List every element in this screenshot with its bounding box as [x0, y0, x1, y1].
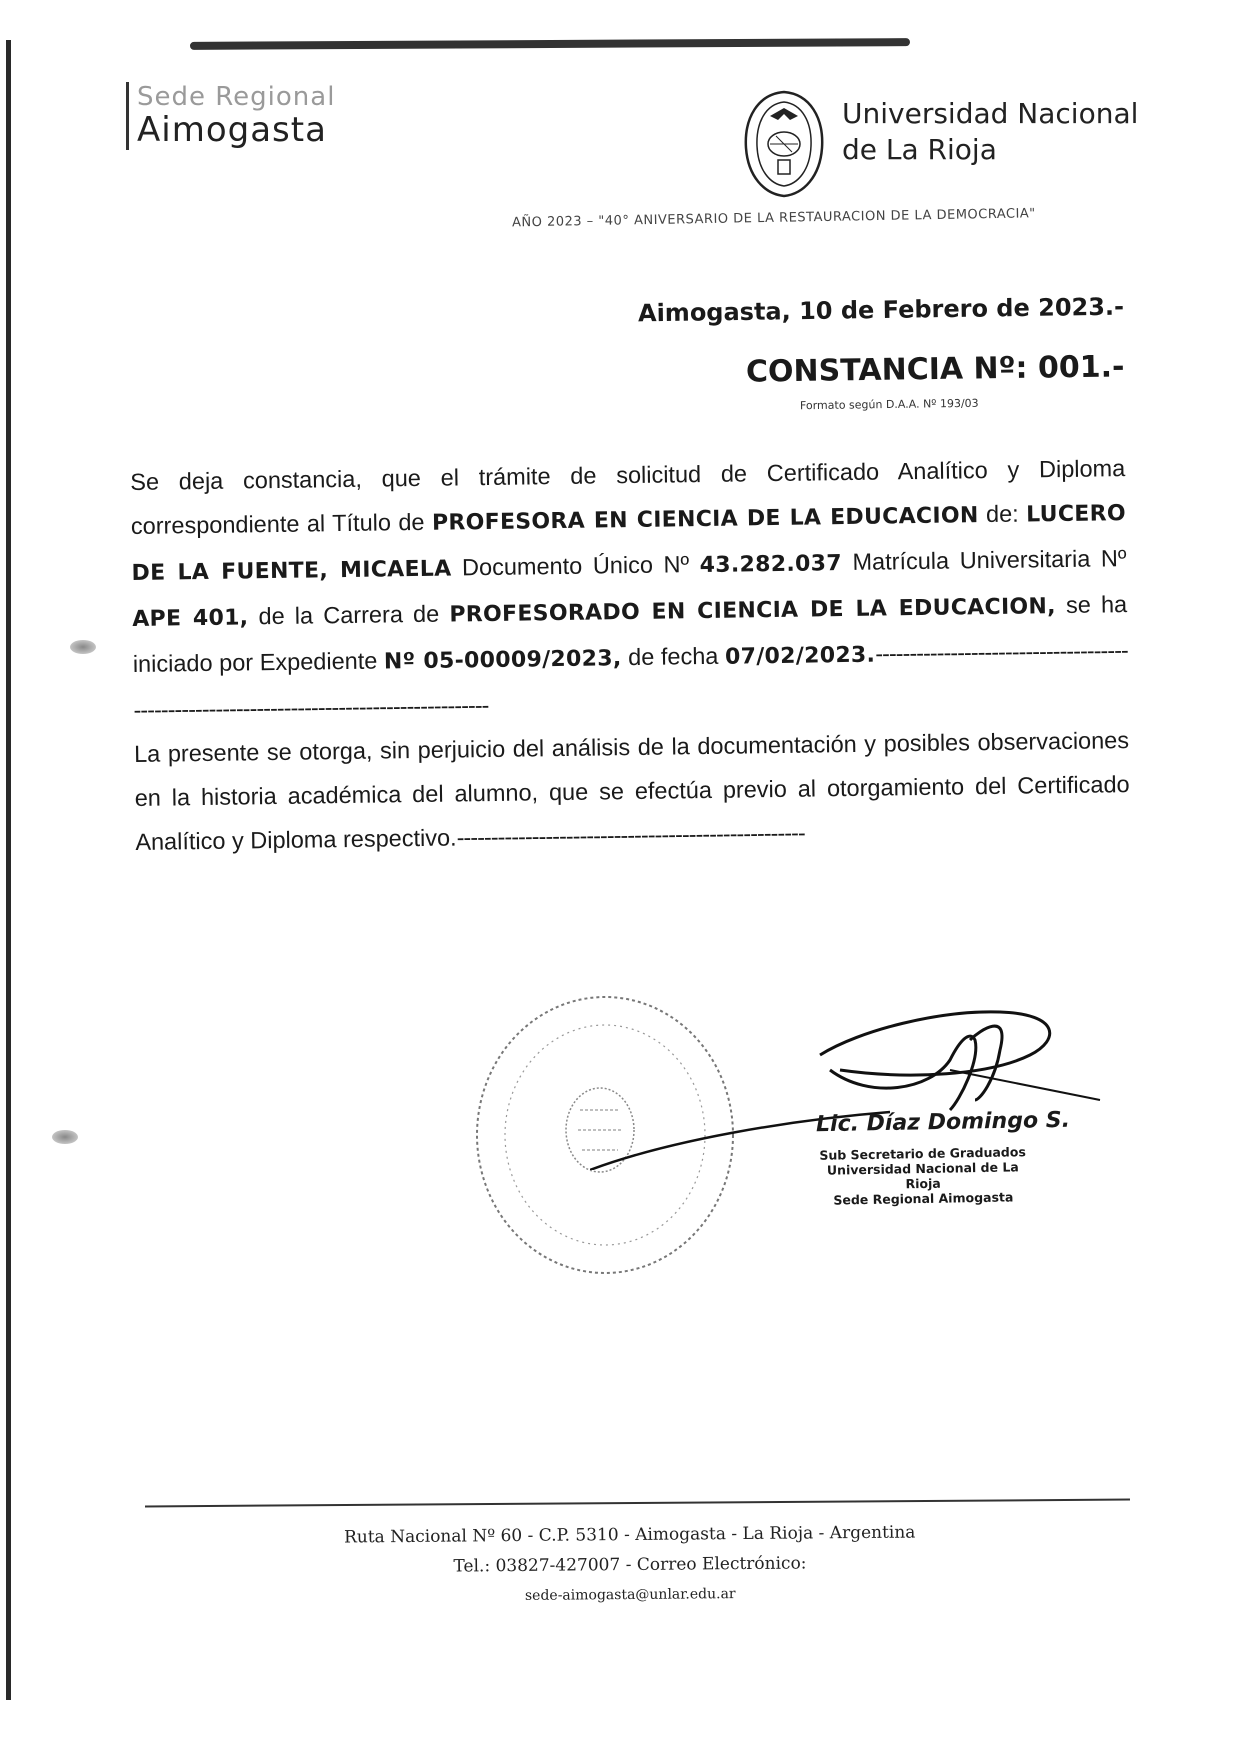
career-name: PROFESORADO EN CIENCIA DE LA EDUCACION,	[449, 594, 1057, 628]
sede-city: Aimogasta	[137, 110, 327, 150]
student-name: LUCERO DE LA FUENTE, MICAELA	[131, 501, 1127, 586]
footer-divider	[145, 1499, 1130, 1508]
role-line: Sub Secretario de Graduados	[819, 1144, 1026, 1163]
footer-line2: Tel.: 03827-427007 - Correo Electrónico:	[453, 1553, 807, 1577]
anniversary-banner: AÑO 2023 – "40° ANIVERSARIO DE LA RESTAURACION DE LA DEMOCRACIA"	[511, 206, 1036, 231]
role-line: Universidad Nacional de La Rioja	[826, 1159, 1019, 1192]
footer-line1: Ruta Nacional Nº 60 - C.P. 5310 - Aimogasta - La Rioja - Argentina	[343, 1522, 916, 1548]
footer-email: sede-aimogasta@unlar.edu.ar	[524, 1586, 736, 1604]
role-line: Sede Regional Aimogasta	[833, 1189, 1014, 1208]
text: Se deja constancia, que el trámite de solicitud de Certificado Analítico y Diploma correspondiente al Título de	[130, 455, 1126, 539]
scan-top-bar	[190, 38, 910, 50]
text: de la Carrera de	[248, 600, 450, 630]
university-crest-icon	[740, 88, 828, 200]
punch-hole	[70, 640, 96, 654]
place-date: Aimogasta, 10 de Febrero de 2023.-	[637, 292, 1125, 328]
punch-hole	[52, 1130, 78, 1144]
university-name-line1: Universidad Nacional	[842, 97, 1139, 130]
degree-title: PROFESORA EN CIENCIA DE LA EDUCACION	[431, 503, 979, 536]
text: de fecha	[621, 642, 726, 671]
university-name	[842, 96, 1138, 168]
text: se ha iniciado por Expediente	[132, 591, 1128, 677]
sede-logo	[126, 82, 335, 150]
expediente-date: 07/02/2023.	[724, 642, 876, 670]
expediente-number: Nº 05-00009/2023,	[383, 646, 622, 675]
scan-edge	[6, 40, 11, 1700]
sede-label: Sede Regional	[137, 82, 336, 112]
matricula-number: APE 401,	[132, 605, 249, 632]
signatory-name: Lic. Díaz Domingo S.	[815, 1107, 1071, 1138]
document-title: CONSTANCIA Nº: 001.-	[745, 349, 1125, 390]
fill-dashes: ---------------------------------------------------	[456, 819, 805, 851]
text: La presente se otorga, sin perjuicio del análisis de la documentación y posibles observaciones en la historia académica del alumno, que se efectúa previo al otorgamiento del Certificado Analítico y Diploma respectivo.	[133, 727, 1130, 855]
dni-number: 43.282.037	[699, 551, 843, 579]
paragraph-1	[130, 446, 1129, 732]
format-note: Formato según D.A.A. Nº 193/03	[799, 396, 979, 413]
fill-dashes: -----------------------------------------------------------------------------------------	[133, 637, 1128, 723]
text: de:	[978, 500, 1027, 528]
text: Matrícula Universitaria Nº	[841, 545, 1127, 576]
footer-address	[300, 1517, 961, 1613]
text: Documento Único Nº	[451, 551, 700, 581]
body-text	[130, 446, 1131, 864]
university-name-line2: de La Rioja	[842, 133, 997, 166]
signatory-role	[807, 1144, 1038, 1208]
paragraph-2	[134, 718, 1131, 864]
